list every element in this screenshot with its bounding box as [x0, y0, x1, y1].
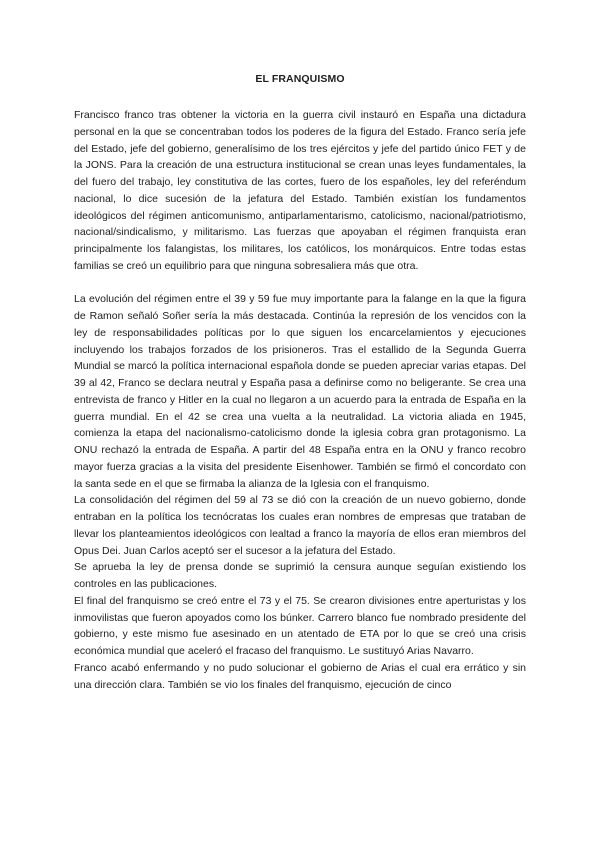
- paragraph-franco-illness: Franco acabó enfermando y no pudo solucionar el gobierno de Arias el cual era errático y sin una dirección clara. También se vio los finales del franquismo, ejecución de cinco: [74, 661, 526, 691]
- paragraph-end-of-franquismo: El final del franquismo se creó entre el 73 y el 75. Se crearon divisiones entre aperturistas y los inmovilistas que fueron apoyados como los búnker. Carrero blanco fue nombrado presidente del gobierno, y este mismo fue asesinado en un atentado de ETA por lo que se creó una crisis económica mundial que aceleró el fracaso del franquismo. Le sustituyó Arias Navarro.: [74, 594, 526, 657]
- paragraph-consolidation: La consolidación del régimen del 59 al 73 se dió con la creación de un nuevo gobierno, donde entraban en la política los tecnócratas los cuales eran nombres de empresas que trataban de llevar los planteamientos ideológicos con lealtad a franco la mayoría de ellos eran miembros del Opus Dei. Juan Carlos aceptó ser el sucesor a la jefatura del Estado.: [74, 494, 526, 557]
- paragraph-evolution: La evolución del régimen entre el 39 y 59 fue muy importante para la falange en la que la figura de Ramon señaló Soñer sería la más destacada. Continúa la represión de los vencidos con la ley de responsabilidades políticas por lo que siguen los encarcelamientos y ejecuciones incluyendo los trabajos forzados de los prisioneros. Tras el estallido de la Segunda Guerra Mundial se marcó la política internacional española donde se pueden apreciar varias etapas. Del 39 al 42, Franco se declara neutral y España pasa a definirse como no beligerante. Se crea una entrevista de franco y Hitler en la cual no llegaron a un acuerdo para la entrada de España en la guerra mundial. En el 42 se crea una vuelta a la neutralidad. La victoria aliada en 1945, comienza la etapa del nacionalismo-catolicismo donde la iglesia cobra gran protagonismo. La ONU rechazó la entrada de España. A partir del 48 España entra en la ONU y franco recobro mayor fuerza gracias a la visita del presidente Eisenhower. También se firmó el concordato con la santa sede en el que se firmaba la alianza de la Iglesia con el franquismo.: [74, 293, 526, 490]
- paragraph-press-law: Se aprueba la ley de prensa donde se suprimió la censura aunque seguían existiendo los controles en las publicaciones.: [74, 561, 526, 590]
- paragraph-intro: Francisco franco tras obtener la victoria en la guerra civil instauró en España una dictadura personal en la que se concentraban todos los poderes de la figura del Estado. Franco sería jefe del Estado, jefe del gobierno, generalísimo de los tres ejércitos y jefe del partido único FET y de la JONS. Para la creación de una estructura institucional se crean unas leyes fundamentales, la del fuero del trabajo, ley constitutiva de las cortes, fuero de los españoles, ley del referéndum nacional, lo dice sucesión de la jefatura del Estado. También existían los fundamentos ideológicos del régimen anticomunismo, antiparlamentarismo, catolicismo, nacional/patriotismo, nacional/sindicalismo, y militarismo. Las fuerzas que apoyaban el régimen franquista eran principalmente los falangistas, los militares, los católicos, los monárquicos. Entre todas estas familias se creó un equilibrio para que ninguna sobresaliera más que otra.: [74, 109, 526, 272]
- paragraph-spacer: [74, 275, 526, 292]
- document-title: EL FRANQUISMO: [255, 73, 345, 85]
